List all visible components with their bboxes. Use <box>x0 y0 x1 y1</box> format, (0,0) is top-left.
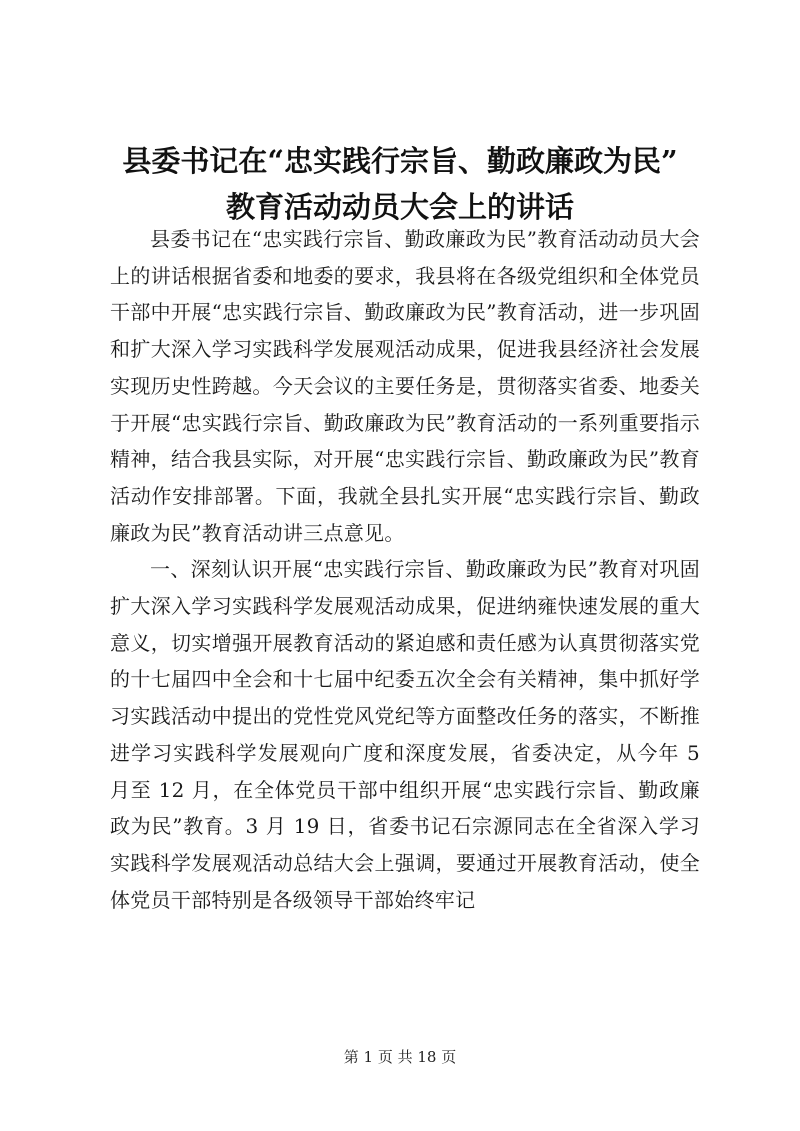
paragraph-intro: 县委书记在“忠实践行宗旨、勤政廉政为民”教育活动动员大会上的讲话根据省委和地委的要求，我县将在各级党组织和全体党员干部中开展“忠实践行宗旨、勤政廉政为民”教育活动，进一步巩固和扩大深入学习实践科学发展观活动成果，促进我县经济社会发展实现历史性跨越。今天会议的主要任务是，贯彻落实省委、地委关于开展“忠实践行宗旨、勤政廉政为民”教育活动的一系列重要指示精神，结合我县实际，对开展“忠实践行宗旨、勤政廉政为民”教育活动作安排部署。下面，我就全县扎实开展“忠实践行宗旨、勤政廉政为民”教育活动讲三点意见。 <box>110 227 700 545</box>
paragraph-section-one: 一、深刻认识开展“忠实践行宗旨、勤政廉政为民”教育对巩固扩大深入学习实践科学发展观活动成果，促进纳雍快速发展的重大意义，切实增强开展教育活动的紧迫感和责任感为认真贯彻落实党的十七届四中全会和十七届中纪委五次全会有关精神，集中抓好学习实践活动中提出的党性党风党纪等方面整改任务的落实，不断推进学习实践科学发展观向广度和深度发展，省委决定，从今年 5 月至 12 月，在全体党员干部中组织开展“忠实践行宗旨、勤政廉政为民”教育。3 月 19 日，省委书记石宗源同志在全省深入学习实践科学发展观活动总结大会上强调，要通过开展教育活动，使全体党员干部特别是各级领导干部始终牢记 <box>110 557 700 912</box>
page-number-footer: 第 1 页 共 18 页 <box>343 1048 457 1066</box>
document-body <box>110 221 700 918</box>
title-line-1: 县委书记在“忠实践行宗旨、勤政廉政为民” <box>122 144 678 178</box>
title-line-2: 教育活动动员大会上的讲话 <box>225 190 574 224</box>
document-title <box>100 138 700 230</box>
